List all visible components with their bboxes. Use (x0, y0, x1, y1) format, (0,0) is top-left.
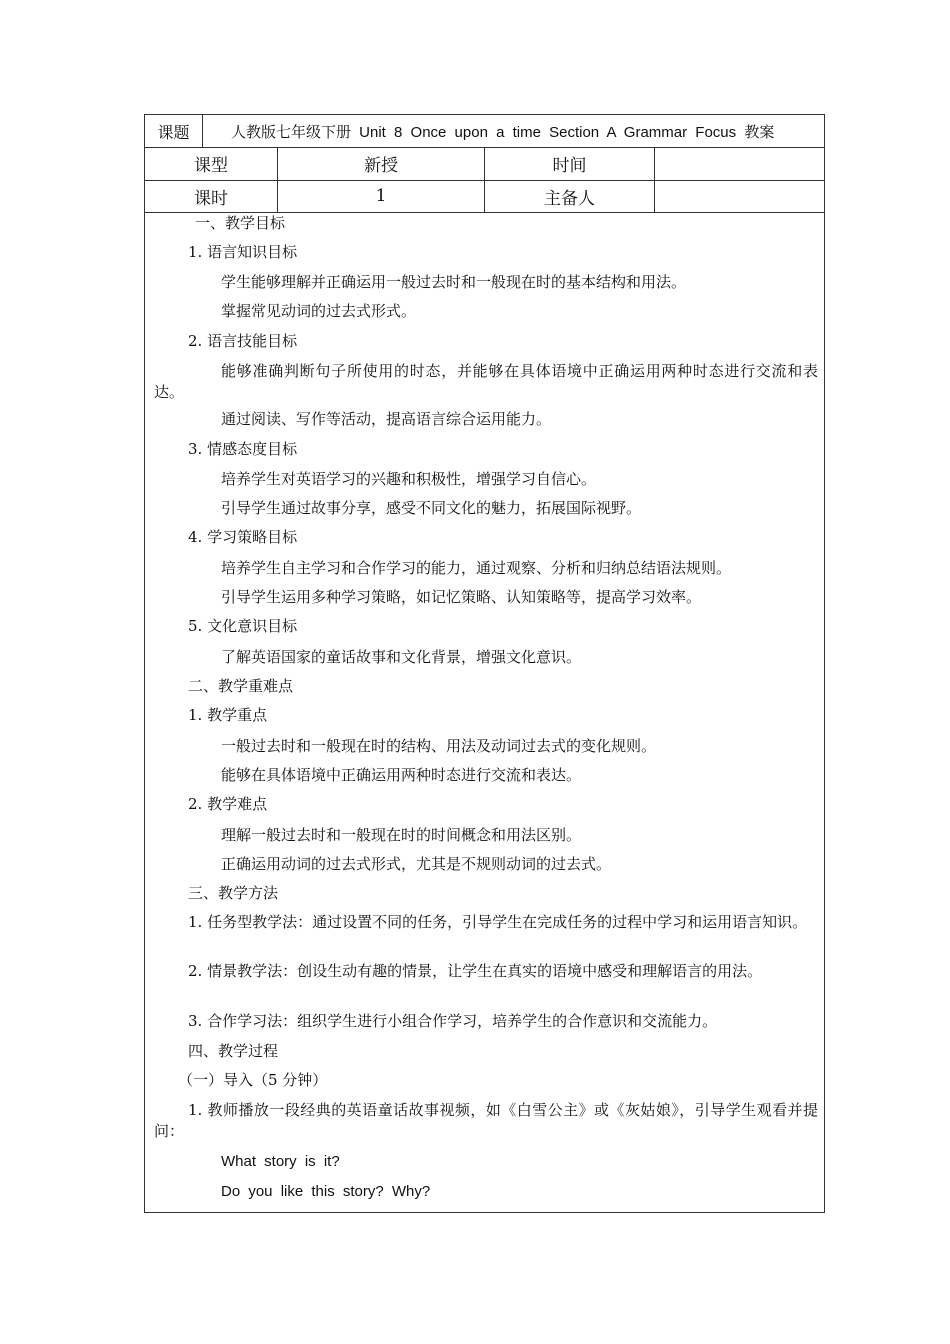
lesson-plan-table (144, 114, 825, 1213)
topic-label: 课题 (145, 115, 203, 147)
paragraph: 2. 情景教学法：创设生动有趣的情景，让学生在真实的语境中感受和理解语言的用法。 (188, 962, 763, 980)
subsection-heading: （一）导入（5 分钟） (178, 1071, 328, 1089)
subsection-heading: 1. 语言知识目标 (188, 243, 298, 261)
topic-value: 人教版七年级下册 Unit 8 Once upon a time Section A Grammar Focus 教案 (231, 123, 775, 141)
preparer-value (655, 180, 824, 212)
preparer-label: 主备人 (485, 180, 655, 212)
section-heading: 二、教学重难点 (188, 677, 294, 695)
period-value: 1 (278, 180, 485, 212)
paragraph: 培养学生自主学习和合作学习的能力，通过观察、分析和归纳总结语法规则。 (221, 559, 732, 577)
paragraph: 引导学生通过故事分享，感受不同文化的魅力，拓展国际视野。 (221, 499, 642, 517)
type-label: 课型 (145, 147, 278, 180)
paragraph: 能够准确判断句子所使用的时态，并能够在具体语境中正确运用两种时态进行交流和表达。 (154, 362, 818, 401)
section-heading: 三、教学方法 (188, 884, 279, 902)
paragraph: 掌握常见动词的过去式形式。 (221, 302, 417, 320)
subsection-heading: 4. 学习策略目标 (188, 528, 298, 546)
subsection-heading: 1. 教学重点 (188, 706, 268, 724)
paragraph: 学生能够理解并正确运用一般过去时和一般现在时的基本结构和用法。 (221, 273, 687, 291)
question: What story is it? (221, 1153, 340, 1170)
section-heading: 一、教学目标 (195, 214, 286, 232)
time-value (655, 147, 824, 180)
type-value: 新授 (278, 147, 485, 180)
paragraph: 了解英语国家的童话故事和文化背景，增强文化意识。 (221, 648, 582, 666)
paragraph: 3. 合作学习法：组织学生进行小组合作学习，培养学生的合作意识和交流能力。 (188, 1012, 718, 1030)
topic-row (145, 115, 824, 148)
paragraph: 1. 任务型教学法：通过设置不同的任务，引导学生在完成任务的过程中学习和运用语言知识。 (188, 913, 808, 931)
paragraph: 培养学生对英语学习的兴趣和积极性，增强学习自信心。 (221, 470, 597, 488)
paragraph: 引导学生运用多种学习策略，如记忆策略、认知策略等，提高学习效率。 (221, 588, 702, 606)
subsection-heading: 2. 语言技能目标 (188, 332, 298, 350)
question: Do you like this story? Why? (221, 1183, 431, 1200)
paragraph: 能够在具体语境中正确运用两种时态进行交流和表达。 (221, 766, 582, 784)
time-label: 时间 (485, 147, 655, 180)
subsection-heading: 2. 教学难点 (188, 795, 268, 813)
paragraph: 一般过去时和一般现在时的结构、用法及动词过去式的变化规则。 (221, 737, 657, 755)
paragraph: 1. 教师播放一段经典的英语童话故事视频，如《白雪公主》或《灰姑娘》，引导学生观看并提问： (154, 1101, 818, 1140)
subsection-heading: 5. 文化意识目标 (188, 617, 298, 635)
type-row (145, 147, 824, 181)
subsection-heading: 3. 情感态度目标 (188, 440, 298, 458)
paragraph: 正确运用动词的过去式形式，尤其是不规则动词的过去式。 (221, 855, 612, 873)
paragraph: 通过阅读、写作等活动，提高语言综合运用能力。 (221, 410, 552, 428)
paragraph: 理解一般过去时和一般现在时的时间概念和用法区别。 (221, 826, 582, 844)
period-row (145, 180, 824, 213)
section-heading: 四、教学过程 (188, 1042, 279, 1060)
period-label: 课时 (145, 180, 278, 212)
